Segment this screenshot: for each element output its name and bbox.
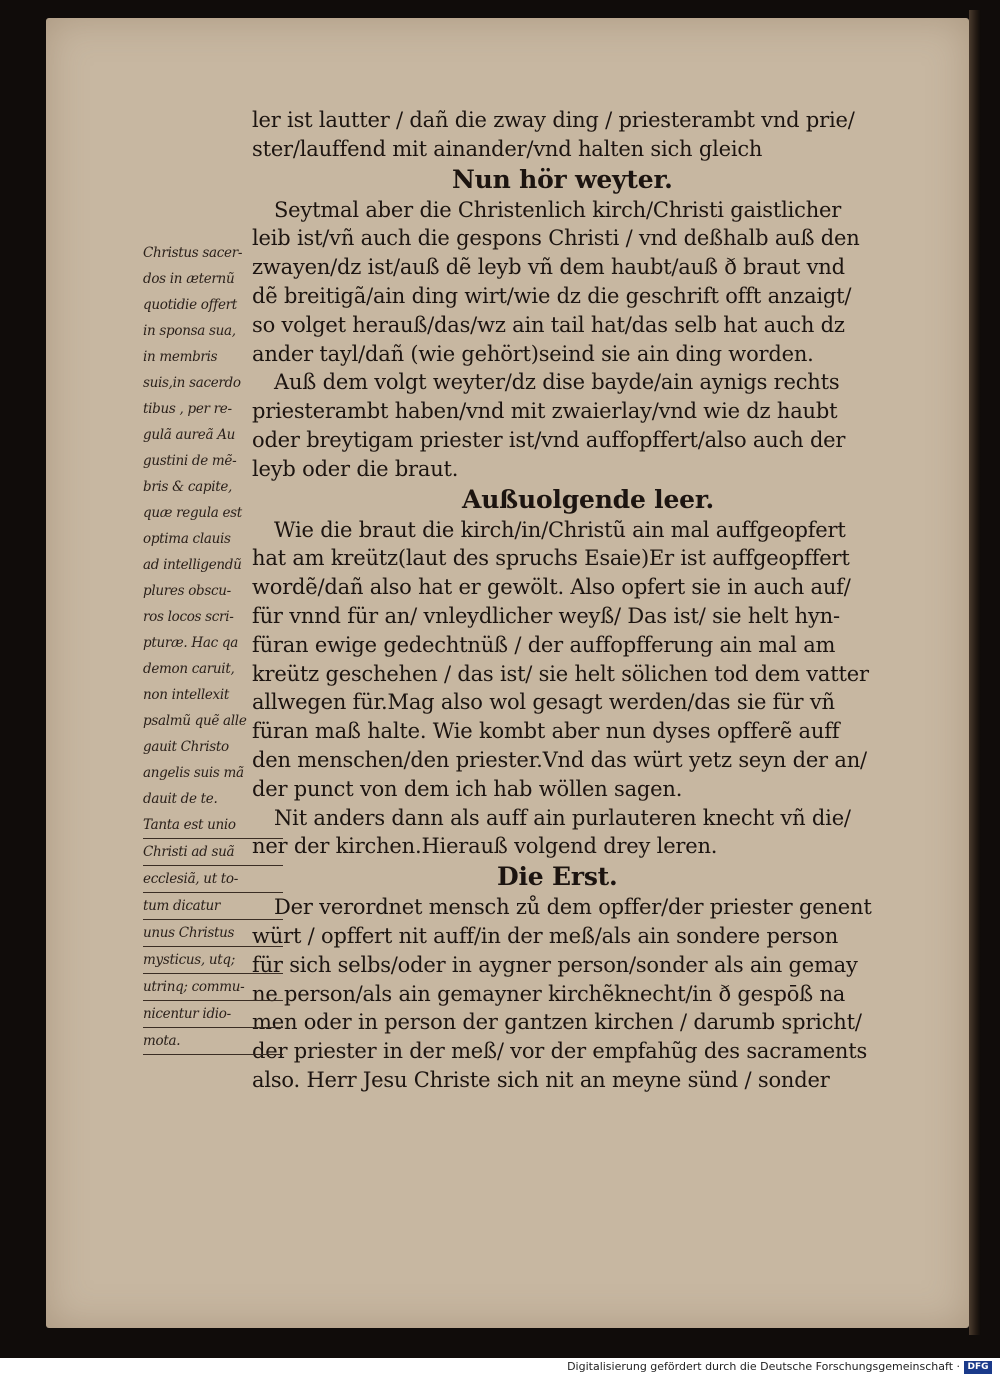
text-line: ler ist lautter / dañ die zway ding / priesterambt vnd prie/ (252, 108, 855, 132)
marginal-note-line: pturæ. Hac qa (143, 635, 238, 651)
marginal-note-line: gustini de mẽ- (143, 453, 237, 469)
marginal-note-line: bris & capite, (143, 479, 233, 495)
text-line: ne person/als ain gemayner kirchẽknecht/in ð gespōß na (252, 981, 846, 1006)
marginal-note-line: in membris (143, 349, 218, 365)
marginal-note-line: quotidie offert (143, 297, 237, 313)
marginal-note-line: dauit de te. (143, 791, 218, 807)
marginal-note-line: dos in æternũ (143, 271, 235, 287)
marginal-note-line: plures obscu- (143, 583, 231, 599)
marginal-note-line: nicentur idio- (143, 1001, 283, 1028)
text-line: leyb oder die braut. (252, 456, 459, 481)
text-line: für sich selbs/oder in aygner person/sonder als ain gemay (252, 952, 858, 977)
text-line: würt / opffert nit auff/in der meß/als ain sondere person (252, 923, 839, 948)
text-line: für vnnd für an/ vnleydlicher weyß/ Das ist/ sie helt hyn- (252, 603, 840, 628)
text-line: der priester in der meß/ vor der empfahũg des sacraments (252, 1039, 868, 1064)
marginal-note-line: non intellexit (143, 687, 230, 703)
text-line: ner der kirchen.Hierauß volgend drey leren. (252, 834, 718, 859)
text-line: Seytmal aber die Christenlich kirch/Christi gaistlicher (274, 197, 842, 222)
text-line: also. Herr Jesu Christe sich nit an meyne sünd / sonder (252, 1067, 830, 1092)
text-line: ster/lauffend mit ainander/vnd halten sich gleich (252, 136, 763, 161)
marginal-note-line: Tanta est unio (143, 812, 283, 839)
dfg-logo: DFG (964, 1361, 992, 1374)
text-line: wordẽ/dañ also hat er gewölt. Also opfert sie in auch auf/ (252, 575, 851, 600)
marginal-note-line: suis,in sacerdo (143, 375, 241, 391)
marginal-note-line: Christus sacer- (143, 245, 243, 261)
text-line: so volget herauß/das/wz ain tail hat/das selb hat auch dz (252, 312, 845, 337)
funding-credit: Digitalisierung gefördert durch die Deutsche Forschungsgemeinschaft · (567, 1360, 960, 1373)
marginal-note-line: ecclesiã, ut to- (143, 866, 283, 893)
marginal-note-line: demon caruit, (143, 661, 235, 677)
text-line: ander tayl/dañ (wie gehört)seind sie ain ding worden. (252, 341, 814, 366)
marginal-note-line: unus Christus (143, 920, 283, 947)
marginal-note-line: utrinq; commu- (143, 974, 283, 1001)
marginal-note-line: tum dicatur (143, 893, 283, 920)
marginal-note-line: quæ regula est (143, 505, 242, 521)
text-line: füran maß halte. Wie kombt aber nun dyses opfferẽ auff (252, 719, 840, 744)
text-line: oder breytigam priester ist/vnd auffopffert/also auch der (252, 427, 846, 452)
text-line: men oder in person der gantzen kirchen / darumb spricht/ (252, 1010, 862, 1035)
marginal-note-line: optima clauis (143, 531, 231, 547)
main-text-column (252, 106, 912, 1095)
footer-bar (0, 1358, 1000, 1378)
text-line: zwayen/dz ist/auß dẽ leyb vñ dem haubt/auß ð braut vnd (252, 255, 845, 280)
text-line: Der verordnet mensch zů dem opffer/der priester genent (274, 895, 872, 920)
text-line: füran ewige gedechtnüß / der auffopfferung ain mal am (252, 632, 836, 657)
text-line: den menschen/den priester.Vnd das würt yetz seyn der an/ (252, 747, 867, 772)
marginal-note-line: ros locos scri- (143, 609, 234, 625)
section-heading: Die Erst. (497, 862, 618, 892)
text-line: hat am kreütz(laut des spruchs Esaie)Er ist auffgeopffert (252, 546, 850, 571)
text-line: allwegen für.Mag also wol gesagt werden/das sie für vñ (252, 690, 835, 715)
text-line: Auß dem volgt weyter/dz dise bayde/ain aynigs rechts (274, 370, 840, 395)
text-line: Nit anders dann als auff ain purlauteren knecht vñ die/ (274, 805, 851, 830)
text-line: kreütz geschehen / das ist/ sie helt sölichen tod dem vatter (252, 661, 869, 686)
text-line: der punct von dem ich hab wöllen sagen. (252, 776, 683, 801)
text-line: priesterambt haben/vnd mit zwaierlay/vnd wie dz haubt (252, 399, 838, 424)
marginal-note-line: Christi ad suã (143, 839, 283, 866)
marginal-note-line: ad intelligendũ (143, 557, 242, 573)
marginal-note-line: in sponsa sua, (143, 323, 236, 339)
book-edge (969, 10, 981, 1335)
marginal-note-line: angelis suis mã (143, 765, 244, 781)
marginal-note-line: psalmũ quẽ alle (143, 713, 247, 729)
marginal-note-line: mysticus, utq; (143, 947, 283, 974)
section-heading: Außuolgende leer. (462, 484, 715, 514)
marginal-note-line: tibus , per re- (143, 401, 232, 417)
marginal-note-line: gauit Christo (143, 739, 229, 755)
section-heading: Nun hör weyter. (452, 164, 673, 194)
text-line: Wie die braut die kirch/in/Christũ ain mal auffgeopfert (274, 517, 846, 542)
text-line: dẽ breitigã/ain ding wirt/wie dz die geschrift offt anzaigt/ (252, 283, 852, 308)
text-line: leib ist/vñ auch die gespons Christi / vnd deßhalb auß den (252, 226, 860, 251)
marginal-notes (143, 240, 283, 1055)
marginal-note-line: gulã aureã Au (143, 427, 236, 443)
marginal-note-line: mota. (143, 1028, 283, 1055)
